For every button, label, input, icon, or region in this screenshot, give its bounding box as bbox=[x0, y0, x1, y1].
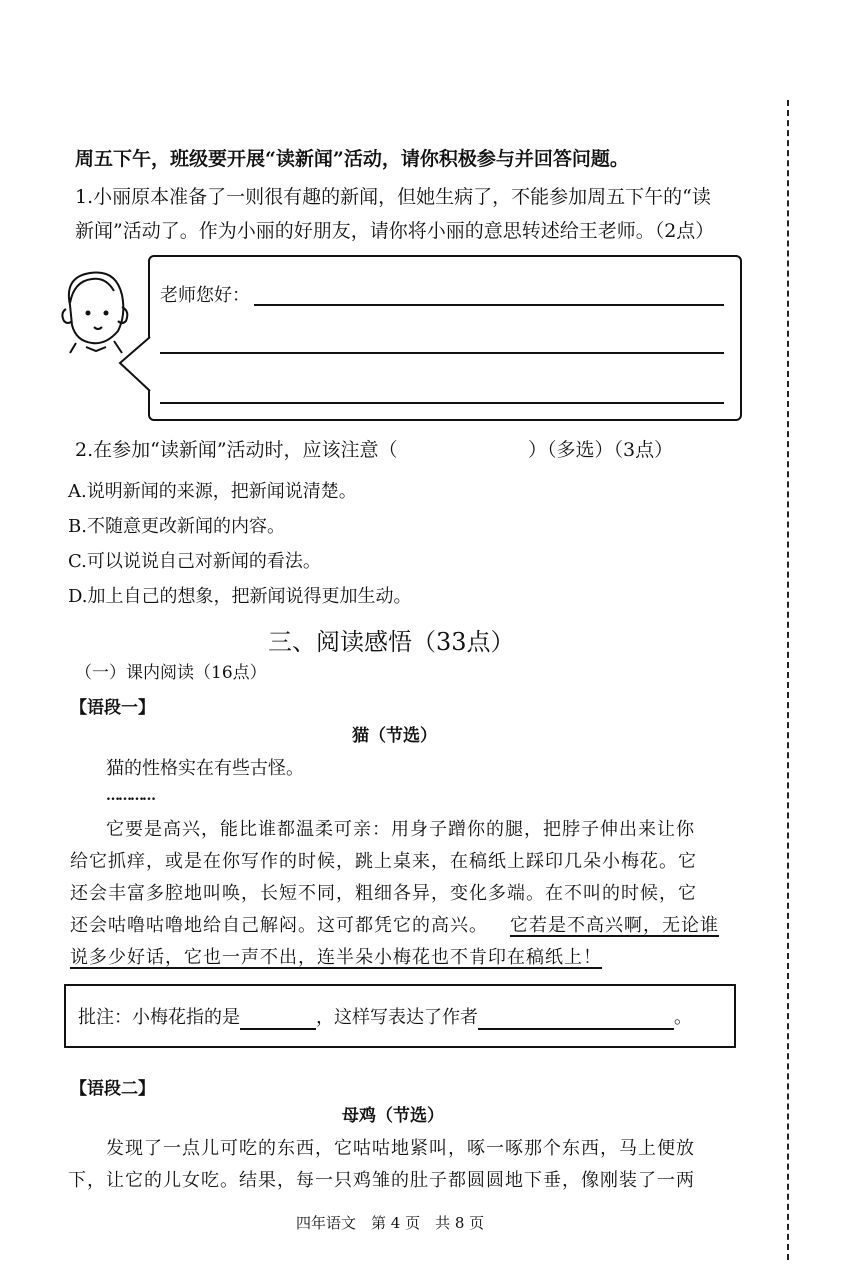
binding-cut-line bbox=[787, 100, 789, 1260]
passage1-underlined-2: 说多少好话，它也一声不出，连半朵小梅花也不肯印在稿纸上！ bbox=[70, 947, 602, 968]
option-c: C.可以说说自己对新闻的看法。 bbox=[68, 551, 321, 572]
passage2-label: 【语段二】 bbox=[70, 1079, 155, 1099]
answer-line-1[interactable] bbox=[254, 304, 724, 306]
passage1-ellipsis: ………… bbox=[106, 788, 154, 804]
passage1-line3: 还会丰富多腔地叫唤，长短不同，粗细各异，变化多端。在不叫的时候，它 bbox=[70, 883, 697, 904]
annotation-part-a: 批注：小梅花指的是 bbox=[78, 1007, 240, 1028]
page-footer: 四年语文 第 4 页 共 8 页 bbox=[296, 1214, 485, 1232]
passage1-title: 猫（节选） bbox=[352, 726, 437, 746]
passage1-label: 【语段一】 bbox=[70, 698, 155, 718]
q1-line1: 1.小丽原本准备了一则很有趣的新闻，但她生病了，不能参加周五下午的“读 bbox=[75, 186, 711, 208]
annotation-part-b: ，这样写表达了作者 bbox=[316, 1007, 478, 1028]
part1-heading: （一）课内阅读（16点） bbox=[75, 663, 267, 683]
annotation-blank-2[interactable] bbox=[478, 1008, 674, 1030]
answer-prompt: 老师您好： bbox=[160, 285, 250, 306]
annotation-blank-1[interactable] bbox=[240, 1008, 316, 1030]
passage1-line2: 给它抓痒，或是在你写作的时候，跳上桌来，在稿纸上踩印几朵小梅花。它 bbox=[70, 851, 697, 872]
passage1-line1: 它要是高兴，能比谁都温柔可亲：用身子蹭你的腿，把脖子伸出来让你 bbox=[106, 819, 695, 840]
option-d: D.加上自己的想象，把新闻说得更加生动。 bbox=[68, 586, 412, 607]
annotation-end: 。 bbox=[674, 1007, 692, 1028]
passage1-line4: 还会咕噜咕噜地给自己解闷。这可都凭它的高兴。 bbox=[70, 915, 488, 936]
q2-stem: 2.在参加“读新闻”活动时，应该注意（ bbox=[75, 439, 398, 461]
option-a: A.说明新闻的来源，把新闻说清楚。 bbox=[68, 481, 357, 502]
answer-line-2[interactable] bbox=[160, 352, 724, 354]
annotation-text bbox=[78, 1006, 692, 1030]
intro-text: 周五下午，班级要开展“读新闻”活动，请你积极参与并回答问题。 bbox=[75, 148, 629, 170]
speech-bubble-answer-box bbox=[148, 255, 742, 421]
passage1-underlined-1: 它若是不高兴啊，无论谁 bbox=[510, 915, 719, 936]
option-b: B.不随意更改新闻的内容。 bbox=[68, 516, 285, 537]
passage2-title: 母鸡（节选） bbox=[342, 1106, 444, 1126]
section3-title: 三、阅读感悟（33点） bbox=[268, 628, 515, 656]
passage2-line2: 下，让它的儿女吃。结果，每一只鸡雏的肚子都圆圆地下垂，像刚装了一两 bbox=[68, 1170, 695, 1191]
passage1-p1: 猫的性格实在有些古怪。 bbox=[106, 758, 304, 779]
answer-line-3[interactable] bbox=[160, 402, 724, 404]
speech-bubble-tail bbox=[118, 335, 158, 395]
q1-line2: 新闻”活动了。作为小丽的好朋友，请你将小丽的意思转述给王老师。（2点） bbox=[75, 220, 715, 242]
passage2-line1: 发现了一点儿可吃的东西，它咕咕地紧叫，啄一啄那个东西，马上便放 bbox=[106, 1138, 695, 1159]
q2-stem-end: ）（多选）（3点） bbox=[528, 439, 674, 461]
